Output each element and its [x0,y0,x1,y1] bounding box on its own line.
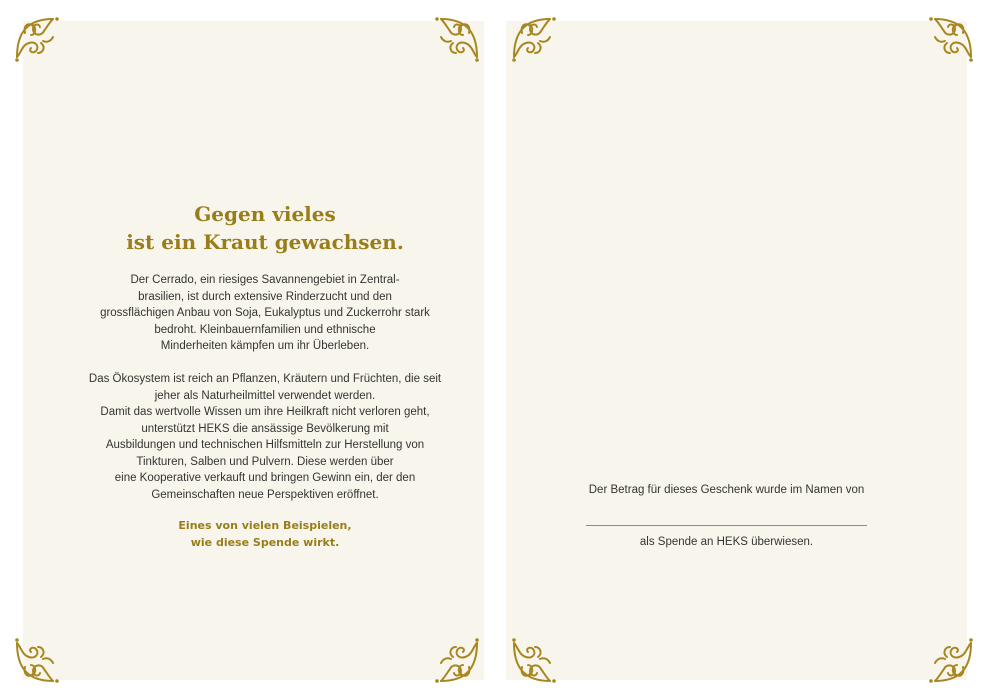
text-line: Der Cerrado, ein riesiges Savannengebiet in Zentral- [130,274,400,286]
headline-line: ist ein Kraut gewachsen. [126,230,404,254]
donor-name-line [586,525,867,526]
flourish-corner-ornament-icon [433,13,481,61]
headline [23,200,507,256]
closing-line: Eines von vielen Beispielen, [178,519,352,532]
project-paragraph [23,371,507,503]
flourish-corner-ornament-icon [927,13,975,61]
donation-outro-text: als Spende an HEKS überwiesen. [639,536,814,548]
text-line: eine Kooperative verkauft und bringen Gewinn ein, der den [114,472,416,484]
text-line: bedroht. Kleinbauernfamilien und ethnische [154,323,376,336]
flourish-corner-ornament-icon [13,639,61,687]
headline-line: Gegen vieles [194,202,336,226]
flourish-corner-ornament-icon [510,639,558,687]
flourish-corner-ornament-icon [433,639,481,687]
closing-line: wie diese Spende wirkt. [190,535,340,549]
text-line: Das Ökosystem ist reich an Pflanzen, Kräutern und Früchten, die seit [88,373,442,385]
text-line: grossflächigen Anbau von Soja, Eukalyptus und Zuckerrohr stark [100,307,430,319]
flourish-corner-ornament-icon [510,13,558,61]
text-line: brasilien, ist durch extensive Rinderzucht und den [138,290,392,303]
right-card-panel [506,21,967,680]
text-line: Minderheiten kämpfen um ihr Überleben. [160,340,370,352]
text-line: unterstützt HEKS die ansässige Bevölkerung mit [141,422,389,435]
text-line: Ausbildungen und technischen Hilfsmitteln zur Herstellung von [105,439,425,451]
text-line: Tinkturen, Salben und Pulvern. Diese werden über [136,455,394,468]
text-line: Gemeinschaften neue Perspektiven eröffnet. [151,488,379,501]
text-line: jeher als Naturheilmittel verwendet werden. [154,389,376,402]
closing-statement [23,518,507,551]
intro-paragraph [23,272,507,355]
flourish-corner-ornament-icon [927,639,975,687]
donation-intro-text: Der Betrag für dieses Geschenk wurde im Namen von [588,484,865,496]
text-line: Damit das wertvolle Wissen um ihre Heilkraft nicht verloren geht, [100,406,430,418]
flourish-corner-ornament-icon [13,13,61,61]
